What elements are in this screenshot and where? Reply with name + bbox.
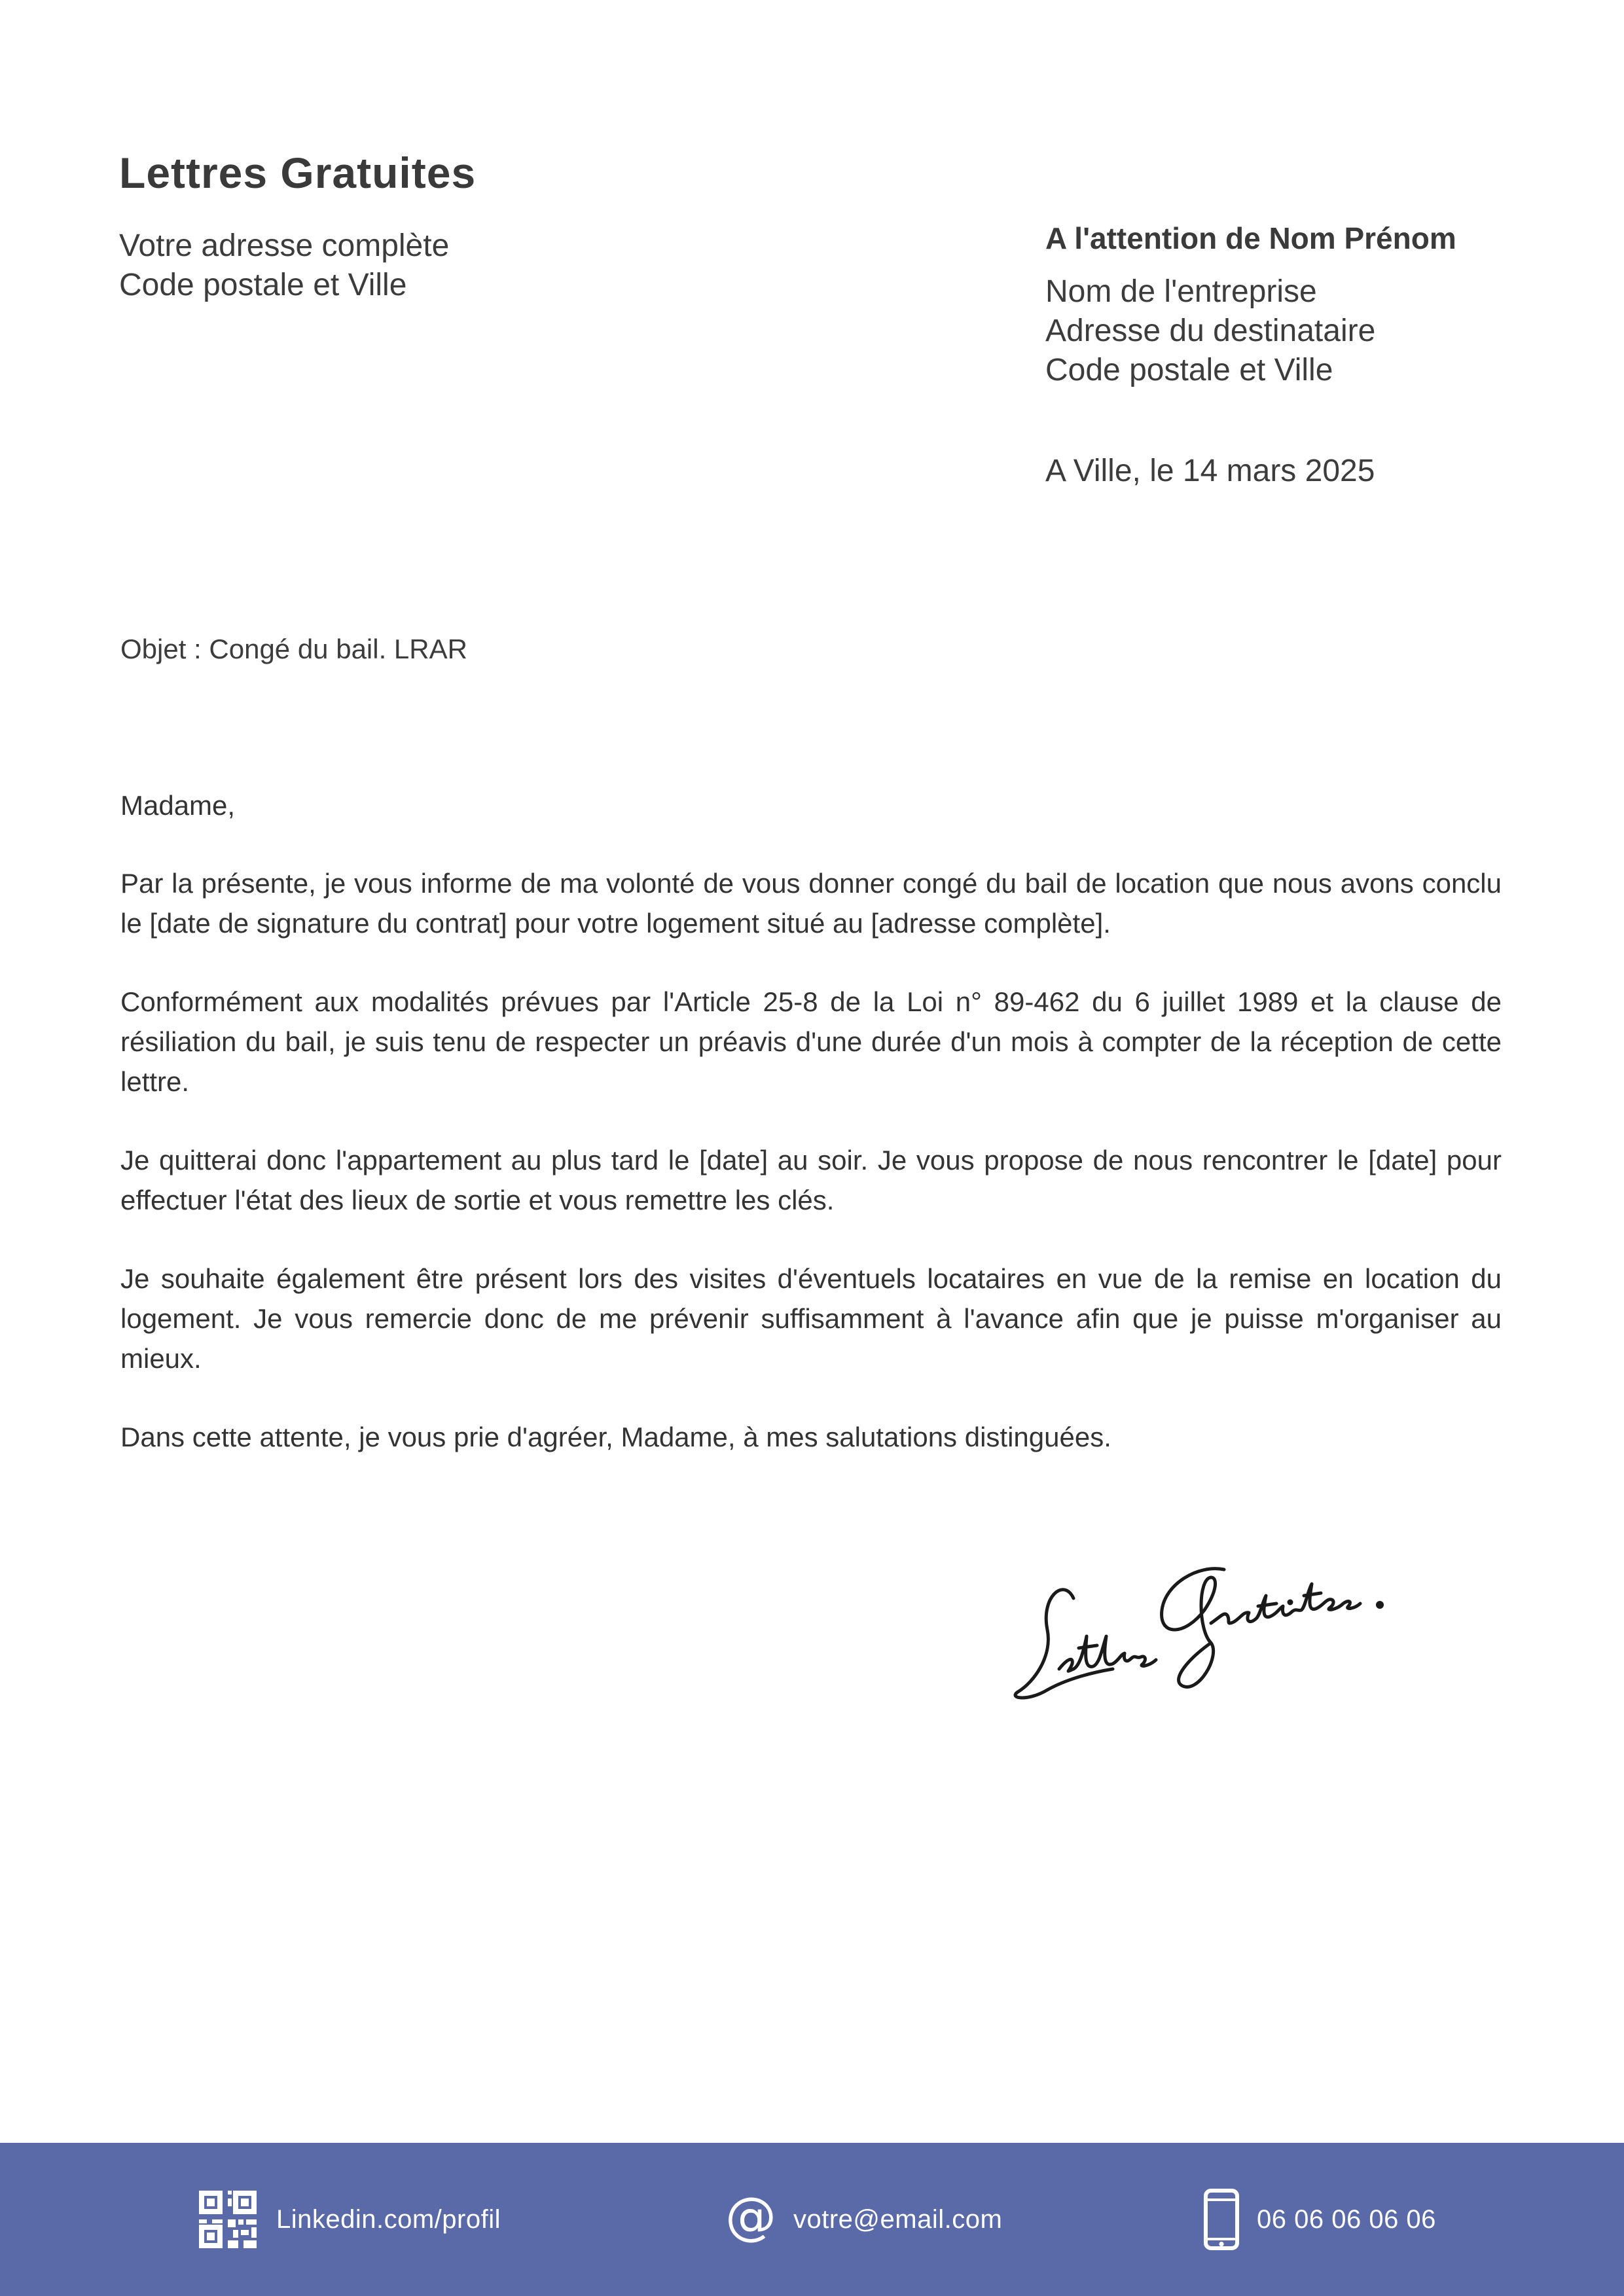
handwritten-signature: [1001, 1538, 1394, 1708]
recipient-city: Code postale et Ville: [1045, 353, 1333, 387]
mobile-phone-icon: [1203, 2188, 1240, 2251]
letter-date: A Ville, le 14 mars 2025: [1045, 454, 1375, 488]
body-paragraph: Je souhaite également être présent lors des visites d'éventuels locataires en vue de la remise en location du logement. Je vous remercie donc de me prévenir suffisamment à l'avance afin que je puisse m'organiser au mieux.: [120, 1263, 1502, 1374]
sender-address-line1: Votre adresse complète: [119, 228, 450, 263]
letter-subject: Objet : Congé du bail. LRAR: [120, 634, 467, 664]
body-paragraph: Je quitterai donc l'appartement au plus tard le [date] au soir. Je vous propose de nous rencontrer le [date] pour effectuer l'état des lieux de sortie et vous remettre les clés.: [120, 1145, 1502, 1215]
recipient-address: Adresse du destinataire: [1045, 314, 1376, 348]
sender-name: Lettres Gratuites: [119, 149, 477, 197]
recipient-company: Nom de l'entreprise: [1045, 274, 1317, 309]
salutation: Madame,: [120, 790, 236, 821]
email-link[interactable]: votre@email.com: [793, 2204, 1003, 2234]
qr-code-icon: [196, 2188, 259, 2251]
letter-body: [120, 785, 1502, 1496]
body-paragraph: Dans cette attente, je vous prie d'agréer, Madame, à mes salutations distinguées.: [120, 1422, 1111, 1452]
body-paragraph: Par la présente, je vous informe de ma volonté de vous donner congé du bail de location que nous avons conclu le [date de signature du contrat] pour votre logement situé au [adresse complète].: [120, 868, 1502, 939]
recipient-attention: A l'attention de Nom Prénom: [1045, 221, 1456, 255]
sender-block: [119, 145, 839, 305]
sender-address-line2: Code postale et Ville: [119, 268, 407, 302]
body-paragraph: Conformément aux modalités prévues par l'Article 25-8 de la Loi n° 89-462 du 6 juillet 1989 et la clause de résiliation du bail, je suis tenu de respecter un préavis d'une durée d'un mois à compter de la réception de cette lettre.: [120, 986, 1502, 1097]
footer-email[interactable]: [725, 2143, 1002, 2296]
footer-phone[interactable]: [1203, 2143, 1436, 2296]
recipient-block: [1045, 217, 1582, 390]
phone-number[interactable]: 06 06 06 06 06: [1257, 2204, 1436, 2234]
linkedin-link[interactable]: Linkedin.com/profil: [276, 2204, 501, 2234]
at-sign-icon: @: [725, 2187, 776, 2246]
footer-bar: [0, 2143, 1624, 2296]
footer-linkedin[interactable]: [196, 2143, 501, 2296]
